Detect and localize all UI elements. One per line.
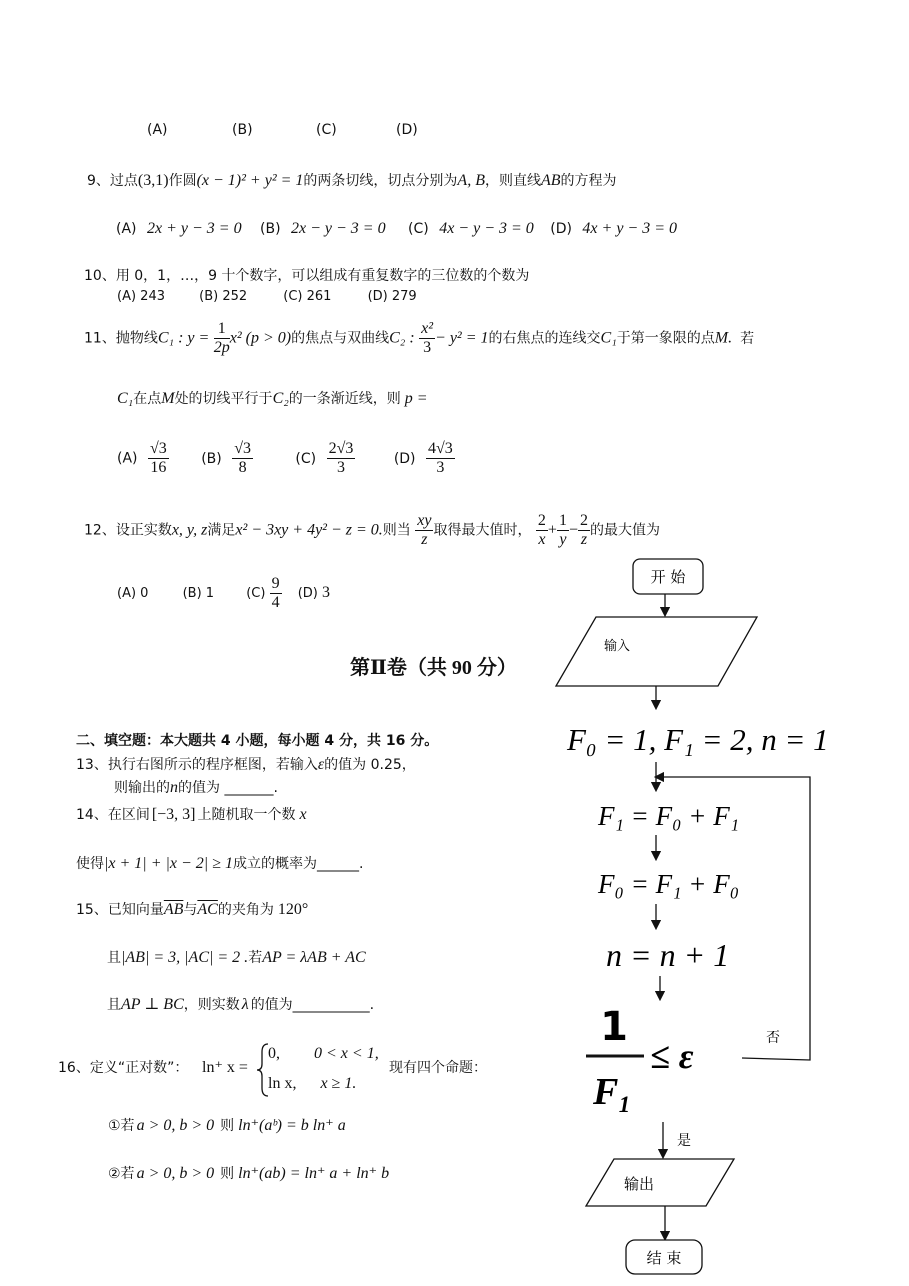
flow-no-label: 否 — [766, 1030, 780, 1046]
flow-cond-le: ≤ ε — [650, 1036, 694, 1076]
q14-interval: [−3, 3] — [151, 806, 196, 823]
q13-text: 的值为 _______. — [178, 780, 278, 796]
flow-yes-label: 是 — [677, 1133, 691, 1149]
q10-option-c: (C) 261 — [283, 289, 332, 304]
q11-text: 处的切线平行于 — [174, 391, 273, 407]
q11-hyperbola: C₂ : — [389, 329, 415, 347]
q16-prop2-cond: a > 0, b > 0 — [136, 1165, 215, 1182]
q16-case1-cond: 0 < x < 1, — [314, 1045, 379, 1062]
q15-lengths: |AB| = 3, |AC| = 2 . — [121, 949, 249, 966]
q12-number: 12、 — [84, 522, 116, 539]
q11-number: 11、 — [84, 330, 116, 347]
q11-parabola: C₁ : y = — [157, 329, 210, 347]
q15-text: 的值为___________. — [250, 997, 375, 1013]
flow-start-label: 开 始 — [650, 568, 686, 586]
q8-option-b: (B) — [232, 122, 253, 138]
q11-text: 若 — [740, 330, 755, 347]
q11-option-label: (A) — [117, 450, 138, 467]
q12-option-c-label: (C) — [246, 586, 266, 601]
flow-input-label: 输入 — [604, 639, 631, 654]
q11-hyperbola-rest: − y² = 1 — [435, 329, 489, 347]
q8-option-c: (C) — [316, 122, 337, 138]
flow-step1: F₁ = F₀ + F₁ — [598, 801, 740, 831]
q11-d-den: 3 — [436, 459, 445, 476]
q15-vector-ab: $\overline{AB}$ — [163, 901, 184, 918]
q10-option-d: (D) 279 — [367, 289, 417, 304]
q15-text: 且 — [107, 997, 121, 1013]
q11-c-den: 3 — [336, 459, 345, 476]
q11-point-m: M — [161, 390, 175, 407]
q16-label: 16、定义“正对数”： — [58, 1060, 189, 1076]
q15-text: 且 — [107, 950, 121, 966]
q8-option-a: (A) — [147, 122, 168, 138]
flow-step2: F₀ = F₁ + F₀ — [598, 869, 740, 899]
q11-a-num: √3 — [149, 440, 167, 457]
q9-text: 作圆 — [168, 173, 197, 189]
q13-text: 则输出的 — [114, 780, 170, 796]
flow-step3: n = n + 1 — [606, 937, 730, 973]
q15-text: 15、已知向量 — [76, 902, 164, 918]
q12-option-d-label: (D) — [297, 586, 318, 601]
q11-text: 抛物线 — [115, 330, 158, 347]
part2-title: 第Ⅱ卷（共 90 分） — [350, 657, 517, 679]
q10-option-a: (A) 243 — [117, 289, 165, 304]
q9-points: A, B — [457, 172, 485, 189]
q11-option-label: (B) — [201, 450, 222, 467]
q9-option-d: 4x + y − 3 = 0 — [582, 220, 678, 237]
q16-case2-value: ln x, — [268, 1075, 297, 1092]
q12-f3-num: 2 — [579, 512, 588, 529]
q11-frac2-den: 3 — [423, 339, 432, 356]
flow-input-box — [556, 617, 757, 686]
q9-option-b: 2x − y − 3 = 0 — [291, 220, 386, 237]
q16-case2-cond: x ≥ 1. — [320, 1075, 357, 1092]
q11-text: 于第一象限的点 — [616, 330, 715, 347]
flow-init: F₀ = 1, F₁ = 2, n = 1 — [567, 722, 829, 757]
q11-p: p = — [404, 390, 428, 407]
q16-tail: 现有四个命题： — [389, 1060, 487, 1076]
q16-text: ②若 — [108, 1166, 135, 1182]
q9-option-label: (D) — [550, 221, 572, 237]
q14-text: 使得 — [76, 856, 104, 872]
q16-prop1-expr: ln⁺(aᵇ) = b ln⁺ a — [238, 1117, 346, 1134]
q11-a-den: 16 — [150, 459, 167, 476]
q11-text: 的右焦点的连线交 — [488, 330, 601, 347]
q12-option-a: (A) 0 — [117, 586, 149, 601]
q9-number: 9、 — [87, 173, 110, 189]
q11-frac-den: 2p — [213, 339, 230, 356]
q12-f3-den: z — [580, 531, 588, 548]
q12-c-num: 9 — [271, 575, 280, 592]
q15-lambda: λ — [241, 996, 249, 1013]
q11-parabola-rest: x² (p > 0) — [229, 329, 292, 347]
section2-heading: 二、填空题：本大题共 4 小题，每小题 4 分，共 16 分。 — [76, 733, 439, 749]
q15-text: 的夹角为 — [217, 902, 274, 918]
q16-prop1-cond: a > 0, b > 0 — [136, 1117, 215, 1134]
q14-text: 成立的概率为______. — [232, 856, 364, 872]
q9-option-label: (A) — [116, 221, 137, 237]
q11-c2: C₂ — [272, 390, 289, 407]
q12-frac-num: xy — [417, 512, 432, 529]
flow-end-label: 结 束 — [646, 1249, 682, 1267]
q16-prop2-expr: ln⁺(ab) = ln⁺ a + ln⁺ b — [238, 1165, 390, 1182]
q16-ln-lhs: ln⁺ x = — [202, 1059, 248, 1076]
q9-option-label: (C) — [408, 221, 429, 237]
q12-minus: − — [568, 521, 578, 539]
q12-text: 的最大值为 — [589, 522, 660, 539]
q11-text: 在点 — [133, 391, 162, 407]
q9-point: (3,1) — [137, 172, 169, 189]
q9-text: ，则直线 — [484, 173, 541, 189]
q12-text: 则当 — [382, 522, 411, 539]
q9-option-label: (B) — [260, 221, 281, 237]
q11-option-label: (C) — [295, 450, 317, 467]
q9-option-c: 4x − y − 3 = 0 — [439, 220, 534, 237]
q11-point-m: M. — [714, 329, 733, 347]
q15-vector-ac: $\overline{AC}$ — [197, 901, 218, 918]
q13-epsilon: ε — [317, 756, 325, 773]
q12-frac-den: z — [421, 531, 428, 548]
q14-text: 14、在区间 — [76, 807, 150, 823]
q12-f1-num: 2 — [537, 512, 546, 529]
q11-frac-num: 1 — [214, 320, 230, 339]
q13-n: n — [170, 779, 178, 796]
q10-option-b: (B) 252 — [199, 289, 248, 304]
flow-output-label: 输出 — [624, 1175, 655, 1193]
q9-option-a: 2x + y − 3 = 0 — [146, 220, 242, 237]
q13-text: 13、执行右图所示的程序框图，若输入 — [76, 757, 318, 773]
q12-f1-den: x — [538, 531, 546, 548]
q15-angle: 120° — [277, 901, 309, 918]
q11-text: 的焦点与双曲线 — [291, 330, 390, 347]
q11-c-num: 2√3 — [328, 440, 354, 457]
q12-equation: x² − 3xy + 4y² − z = 0. — [235, 521, 383, 539]
q12-vars: x, y, z — [171, 521, 208, 539]
q12-text: 设正实数 — [115, 522, 172, 539]
q12-f2-num: 1 — [558, 512, 567, 529]
q13-text: 的值为 0.25， — [324, 757, 416, 773]
q15-perp: AP ⊥ BC — [121, 996, 184, 1013]
q14-x: x — [299, 806, 307, 823]
q11-option-label: (D) — [393, 450, 416, 467]
q9-line: AB — [540, 172, 561, 189]
q12-option-b: (B) 1 — [182, 586, 215, 601]
q15-ap-expr: AP = λAB + AC — [262, 949, 366, 966]
q14-text: 上随机取一个数 — [197, 807, 296, 823]
flow-cond-den: F₁ — [593, 1071, 632, 1113]
q8-option-d: (D) — [396, 122, 418, 138]
q9-text: 的两条切线，切点分别为 — [303, 173, 458, 189]
q15-text: 若 — [248, 950, 263, 966]
flow-cond-num: 1 — [600, 1004, 628, 1050]
q12-f2-den: y — [559, 531, 567, 548]
q9-circle: (x − 1)² + y² = 1 — [196, 172, 304, 189]
q11-c1: C₁ — [600, 329, 617, 347]
q15-text: 与 — [183, 902, 198, 918]
q12-text: 取得最大值时， — [433, 522, 532, 539]
q11-frac2-num: x² — [421, 320, 434, 337]
q11-b-den: 8 — [238, 459, 247, 476]
q16-text: 则 — [220, 1118, 235, 1134]
q11-text: 的一条渐近线，则 — [288, 391, 401, 407]
flow-output-box — [586, 1159, 734, 1206]
q10-stem: 10、用 0，1，…，9 十个数字，可以组成有重复数字的三位数的个数为 — [84, 268, 530, 284]
q12-text: 满足 — [207, 522, 236, 539]
q12-c-den: 4 — [271, 594, 280, 611]
q15-text: ，则实数 — [183, 997, 240, 1013]
q11-b-num: √3 — [234, 440, 251, 457]
q16-case1-value: 0, — [268, 1045, 280, 1062]
q11-c1: C₁ — [117, 390, 134, 407]
q14-inequality: |x + 1| + |x − 2| ≥ 1 — [104, 855, 233, 872]
q11-d-num: 4√3 — [427, 440, 453, 457]
q12-plus: + — [547, 521, 557, 539]
q16-text: 则 — [220, 1166, 235, 1182]
q9-text: 过点 — [109, 173, 138, 189]
q9-text: 的方程为 — [560, 173, 617, 189]
q12-option-d: 3 — [322, 584, 331, 601]
q16-text: ①若 — [108, 1118, 135, 1134]
